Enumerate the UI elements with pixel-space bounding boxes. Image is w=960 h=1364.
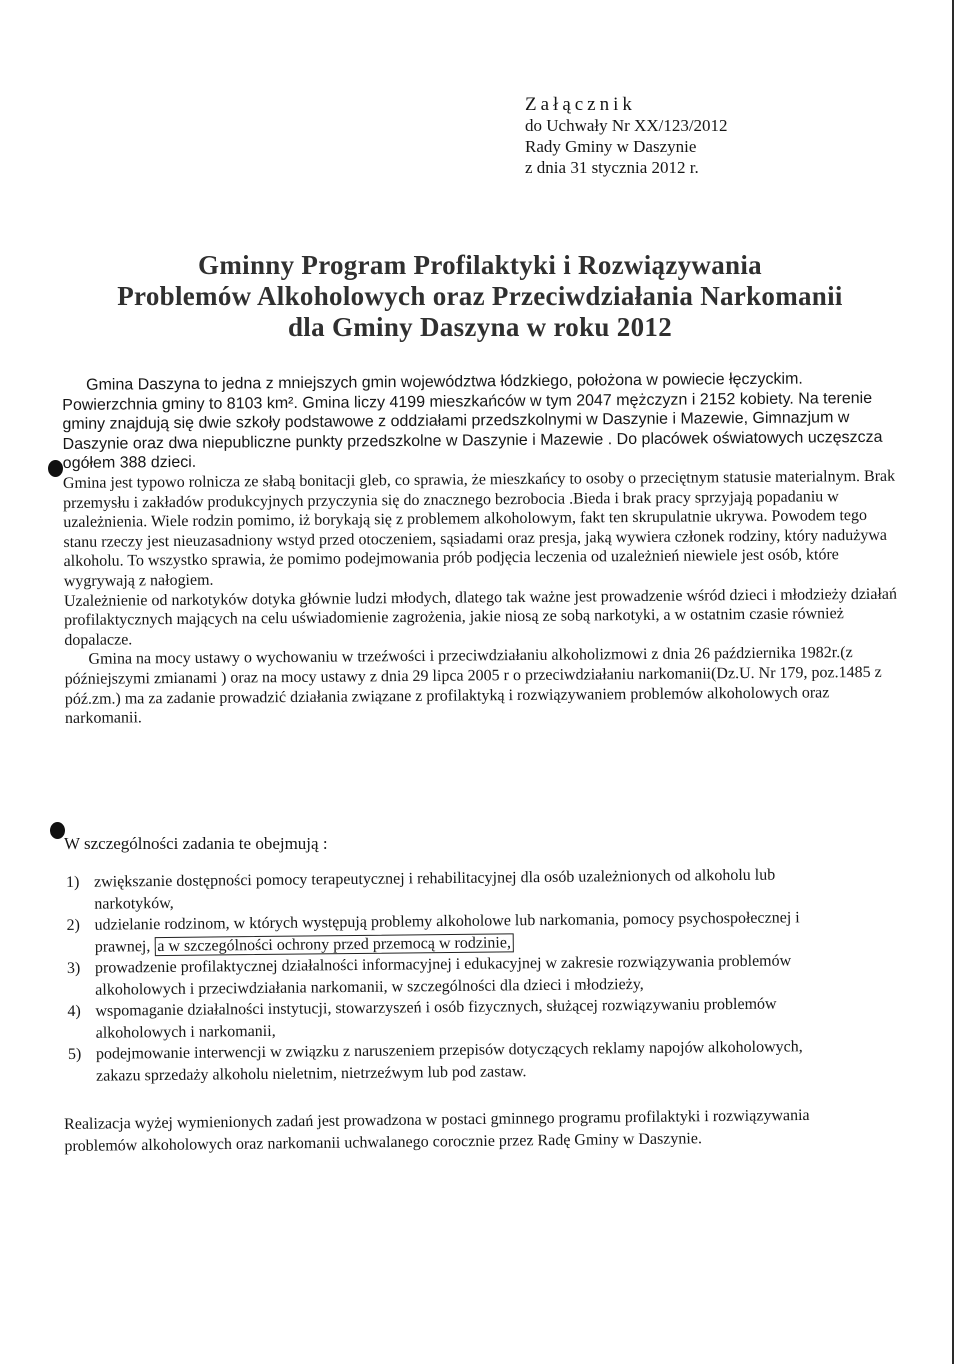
intro-paragraph: Gmina Daszyna to jedna z mniejszych gmin województwa łódzkiego, położona w powiecie łęczyckim. Powierzchnia gminy to 8103 km². Gmina liczy 4199 mieszkańców w tym 2047 mężczyzn i 2152 kobiety. Na terenie gminy znajdują się dwie szkoły podstawowe z oddziałami przedszkolnymi w Daszynie i Mazewie, Gimnazjum w Daszynie oraz dwa niepubliczne punkty przedszkolne w Daszynie i Mazewie . Do placówek oświatowych uczęszcza ogółem 388 dzieci. <box>62 370 883 473</box>
boxed-insertion: a w szczególności ochrony przed przemocą w rodzinie, <box>154 933 514 956</box>
list-item <box>68 1036 818 1087</box>
intro-paragraph: Gmina na mocy ustawy o wychowaniu w trzeźwości i przeciwdziałaniu alkoholizmowi z dnia 26 października 1982r.(z późniejszymi zmianami ) oraz na mocy ustawy z dnia 29 lipca 2005 r o przeciwdziałaniu narkomanii(Dz.U. Nr 179, poz.1485 z póź.zm.) ma za zadanie prowadzić działania związane z profilaktyką i rozwiązywaniem problemów alkoholowych oraz narkomanii. <box>64 644 882 728</box>
intro-paragraph: Uzależnienie od narkotyków dotyka głównie ludzi młodych, dlatego tak ważne jest prowadzenie wśród dzieci i młodzieży działań profilaktycznych mających na celu uświadomienie zagrożenia, jakie niosą ze sobą narkotyki, a w ostatnim czasie również dopalacze. <box>63 585 898 649</box>
list-item-text: zwiększanie dostępności pomocy terapeutycznej i rehabilitacyjnej dla osób uzależnionych od alkoholu lub narkotyków, <box>94 866 776 913</box>
title-line-2: Problemów Alkoholowych oraz Przeciwdziałania Narkomanii <box>117 281 843 311</box>
annex-header <box>525 94 728 178</box>
document-title <box>60 250 900 343</box>
scan-edge-line <box>952 0 954 1364</box>
intro-section <box>62 369 905 729</box>
intro-paragraph: Gmina jest typowo rolnicza ze słabą bonitacji gleb, co sprawia, że mieszkańcy to osoby o przeciętnym statusie materialnym. Brak przemysłu i zakładów produkcyjnych przyczynia się do znacznego bezrobocia .Bieda i brak pracy sprzyjają popadaniu w uzależnienia. Wiele rodzin pomimo, iż borykają się z problemem alkoholowym, fakt ten skrupulatnie ukrywa. Powodem tego stanu rzeczy jest nieuzasadniony wstyd przed otoczeniem, sąsiadami oraz presja, jaką wywiera członek rodziny, który nadużywa alkoholu. To wszystko sprawia, że pomimo podejmowania prób podjęcia leczenia od uzależnień niewiele jest osób, które wygrywają z nałogiem. <box>62 467 896 590</box>
council-name: Rady Gminy w Daszynie <box>525 137 697 156</box>
list-item-text: udzielanie rodzinom, w których występują problemy alkoholowe lub narkomania, pomocy psychospołecznej i prawnej, <box>94 909 800 956</box>
list-item-text: prowadzenie profilaktycznej działalności informacyjnej i edukacyjnej w zakresie rozwiązywania problemów alkoholowych i przeciwdziałania narkomanii, w szczególności dla dzieci i młodzieży, <box>94 952 792 999</box>
list-item-text: wspomaganie działalności instytucji, stowarzyszeń i osób fizycznych, służącej rozwiązywaniu problemów alkoholowych i narkomanii, <box>95 995 777 1042</box>
list-item-number: 3) <box>66 959 81 977</box>
list-item-number: 4) <box>67 1002 81 1020</box>
list-item-number: 2) <box>66 916 80 934</box>
title-line-3: dla Gminy Daszyna w roku 2012 <box>287 312 672 342</box>
title-line-1: Gminny Program Profilaktyki i Rozwiązywania <box>198 250 762 280</box>
punch-hole-mark <box>50 822 65 839</box>
list-item-number: 5) <box>67 1045 82 1063</box>
resolution-date: z dnia 31 stycznia 2012 r. <box>525 158 699 177</box>
closing-paragraph: Realizacja wyżej wymienionych zadań jest prowadzona w postaci gminnego programu profilaktyki i rozwiązywania problemów alkoholowych oraz narkomanii uchwalanego corocznie przez Radę Gminy w Daszynie. <box>64 1106 810 1155</box>
tasks-list <box>66 864 818 1087</box>
resolution-number: do Uchwały Nr XX/123/2012 <box>525 116 728 135</box>
annex-label: Załącznik <box>525 94 636 115</box>
list-item-number: 1) <box>66 873 80 891</box>
tasks-heading: W szczególności zadania te obejmują : <box>64 834 328 853</box>
list-item-text: podejmowanie interwencji w związku z naruszeniem przepisów dotyczących reklamy napojów alkoholowych, zakazu sprzedaży alkoholu nieletnim, nietrzeźwym lub pod zastaw. <box>95 1038 803 1085</box>
punch-hole-mark <box>48 460 63 477</box>
